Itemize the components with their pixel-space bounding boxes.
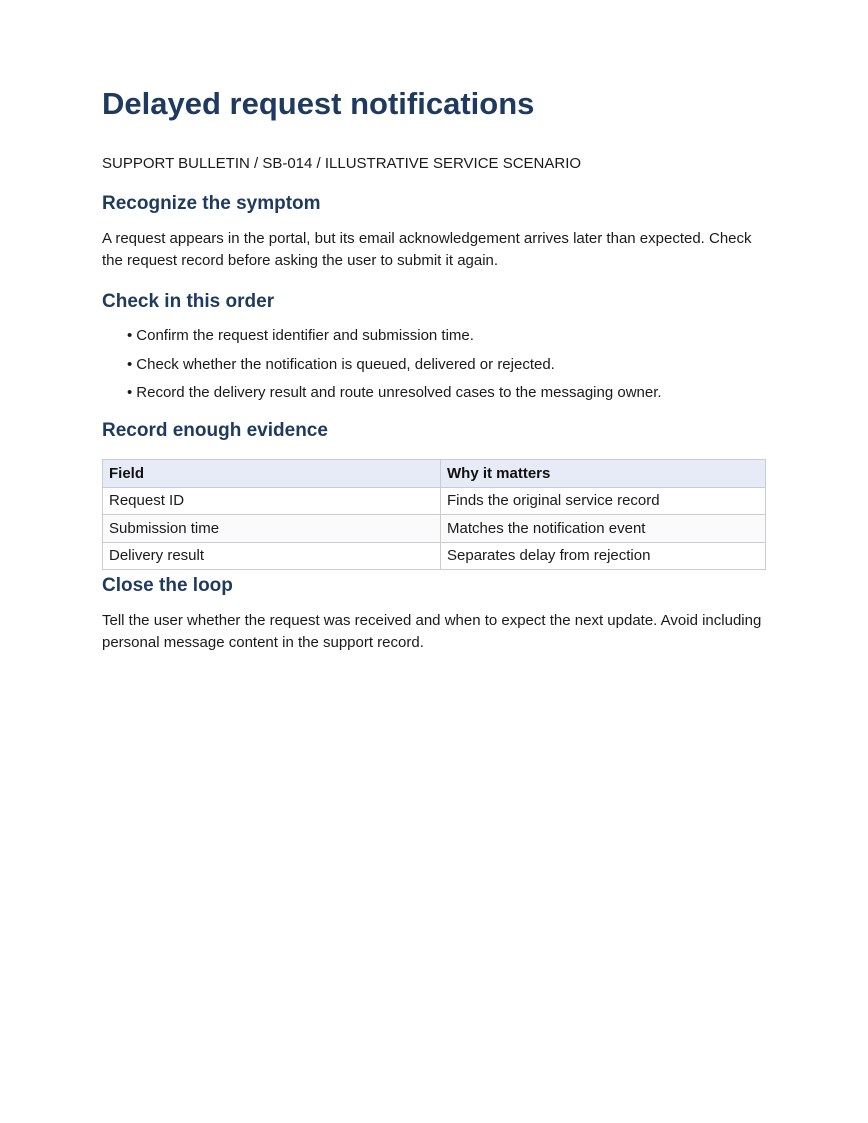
table-header-row: [103, 460, 766, 488]
page-title: Delayed request notifications: [102, 86, 535, 121]
table-cell-field: Delivery result: [103, 542, 441, 570]
bulletin-subtitle: SUPPORT BULLETIN / SB-014 / ILLUSTRATIVE SERVICE SCENARIO: [102, 155, 582, 172]
list-item-text: Confirm the request identifier and submission time.: [136, 327, 474, 344]
evidence-table: [102, 459, 766, 570]
table-cell-why: Separates delay from rejection: [441, 542, 766, 570]
section-heading-symptom: Recognize the symptom: [102, 193, 321, 214]
list-item-text: Record the delivery result and route unresolved cases to the messaging owner.: [136, 384, 662, 401]
table-cell-why: Matches the notification event: [441, 515, 766, 543]
column-header-field: Field: [103, 460, 441, 488]
table-cell-field: Request ID: [103, 487, 441, 515]
list-item: [127, 355, 766, 375]
list-item: [127, 383, 766, 403]
table-cell-field: Submission time: [103, 515, 441, 543]
bullet-marker: •: [127, 355, 133, 373]
section-heading-loop: Close the loop: [102, 575, 233, 596]
section-heading-order: Check in this order: [102, 291, 275, 312]
table-row: [103, 487, 766, 515]
table-row: [103, 542, 766, 570]
bullet-marker: •: [127, 384, 133, 401]
list-item-text: Check whether the notification is queued, delivered or rejected.: [136, 355, 555, 373]
column-header-why: Why it matters: [441, 460, 766, 488]
bullet-marker: •: [127, 327, 133, 344]
loop-paragraph: Tell the user whether the request was received and when to expect the next update. Avoid including personal message content in the support record.: [102, 612, 762, 651]
list-item: [127, 326, 766, 346]
table-cell-why: Finds the original service record: [441, 487, 766, 515]
symptom-paragraph: A request appears in the portal, but its email acknowledgement arrives later than expected. Check the request record before asking the user to submit it again.: [102, 230, 752, 269]
check-order-list: [102, 326, 766, 403]
table-row: [103, 515, 766, 543]
section-heading-evidence: Record enough evidence: [102, 420, 328, 441]
